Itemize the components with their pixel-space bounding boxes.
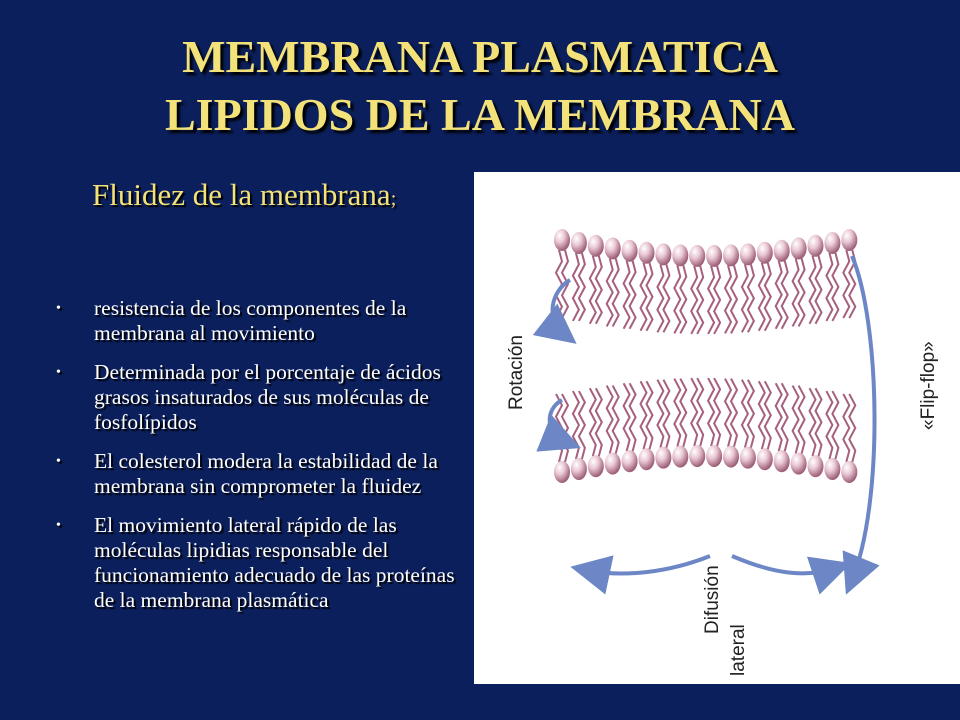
phospholipid xyxy=(622,383,638,472)
fatty-acid-tail xyxy=(725,265,731,333)
bullet-text: El colesterol modera la estabilidad de la membrana sin comprometer la fluidez xyxy=(94,449,438,498)
fatty-acid-tail xyxy=(657,380,663,448)
fatty-acid-tail xyxy=(776,261,782,329)
lipid-head xyxy=(571,232,587,254)
lipid-head xyxy=(554,461,570,483)
lipid-head xyxy=(588,235,604,257)
bullet-dot-icon: • xyxy=(56,454,61,469)
phospholipid xyxy=(808,235,824,324)
lipid-head xyxy=(774,240,790,262)
fatty-acid-tail xyxy=(657,264,663,332)
phospholipid xyxy=(672,244,688,333)
lipid-head xyxy=(588,455,604,477)
lipid-head xyxy=(791,453,807,475)
fatty-acid-tail xyxy=(759,263,765,331)
lipid-head xyxy=(655,447,671,469)
lipid-head xyxy=(689,445,705,467)
title-line-2: LIPIDOS DE LA MEMBRANA xyxy=(164,89,795,140)
phospholipid xyxy=(689,378,705,467)
bullet-item xyxy=(56,449,476,499)
flip-flop-label: «Flip-flop» xyxy=(918,341,939,430)
lipid-head xyxy=(605,453,621,475)
lipid-head xyxy=(622,240,638,262)
phospholipid xyxy=(639,381,655,470)
phospholipid xyxy=(605,237,621,326)
phospholipid xyxy=(588,388,604,477)
fatty-acid-tail xyxy=(708,378,714,446)
lipid-head xyxy=(672,244,688,266)
subheading xyxy=(92,176,422,218)
phospholipid xyxy=(757,381,773,470)
fatty-acid-tail xyxy=(573,391,579,459)
phospholipid xyxy=(605,386,621,475)
phospholipid xyxy=(791,237,807,326)
fatty-acid-tail xyxy=(826,253,832,321)
lipid-head xyxy=(655,243,671,265)
phospholipid xyxy=(706,245,722,334)
fatty-acid-tail xyxy=(691,378,697,446)
bullet-item xyxy=(56,513,476,613)
phospholipid xyxy=(672,379,688,468)
phospholipid xyxy=(588,235,604,324)
lateral-arrow-right-icon xyxy=(732,556,836,573)
phospholipid xyxy=(757,242,773,331)
fatty-acid-tail xyxy=(742,380,748,448)
lipid-head xyxy=(808,235,824,257)
lipid-head xyxy=(723,446,739,468)
fatty-acid-tail xyxy=(793,258,799,326)
lipid-head xyxy=(740,243,756,265)
lipid-head xyxy=(706,245,722,267)
fatty-acid-tail xyxy=(624,383,630,451)
membrane-diagram xyxy=(474,172,960,684)
fatty-acid-tail xyxy=(641,263,647,331)
title-line-1: MEMBRANA PLASMATICA xyxy=(182,31,778,82)
fatty-acid-tail xyxy=(590,256,596,324)
phospholipid xyxy=(841,394,857,483)
bullet-dot-icon: • xyxy=(56,365,61,380)
lipid-head xyxy=(808,455,824,477)
phospholipid xyxy=(723,379,739,468)
fatty-acid-tail xyxy=(793,386,799,454)
lipid-head xyxy=(571,458,587,480)
lipid-head xyxy=(639,242,655,264)
lipid-head xyxy=(554,229,570,251)
lipid-head xyxy=(757,448,773,470)
bullet-text: resistencia de los componentes de la membrana al movimiento xyxy=(94,296,407,345)
phospholipid xyxy=(740,380,756,469)
phospholipid xyxy=(706,378,722,467)
phospholipid xyxy=(824,391,840,480)
phospholipid xyxy=(622,240,638,329)
phospholipid xyxy=(824,232,840,321)
fatty-acid-tail xyxy=(607,258,613,326)
lipid-head xyxy=(605,237,621,259)
fatty-acid-tail xyxy=(843,250,849,318)
phospholipid xyxy=(571,232,587,321)
fatty-acid-tail xyxy=(708,266,714,334)
rotation-label: Rotación xyxy=(506,335,527,410)
bullet-text: El movimiento lateral rápido de las moléculas lipidias responsable del funcionamiento adecuado de las proteínas de la membrana plasmática xyxy=(94,513,455,612)
fatty-acid-tail xyxy=(573,253,579,321)
fatty-acid-tail xyxy=(810,388,816,456)
bullet-list xyxy=(56,296,476,627)
phospholipid xyxy=(571,391,587,480)
bullet-dot-icon: • xyxy=(56,301,61,316)
fatty-acid-tail xyxy=(556,250,562,318)
subheading-text: Fluidez de la membrana xyxy=(92,177,391,212)
membrane-figure xyxy=(474,172,960,684)
lipid-bilayer xyxy=(554,229,857,483)
fatty-acid-tail xyxy=(826,391,832,459)
fatty-acid-tail xyxy=(641,381,647,449)
phospholipid xyxy=(791,386,807,475)
lipid-head xyxy=(841,229,857,251)
lipid-head xyxy=(740,447,756,469)
fatty-acid-tail xyxy=(776,383,782,451)
lipid-head xyxy=(706,445,722,467)
lipid-head xyxy=(791,237,807,259)
subheading-suffix: ; xyxy=(390,188,397,210)
phospholipid xyxy=(639,242,655,331)
phospholipid xyxy=(655,243,671,332)
phospholipid xyxy=(808,388,824,477)
lipid-head xyxy=(824,232,840,254)
fatty-acid-tail xyxy=(624,261,630,329)
lipid-head xyxy=(639,448,655,470)
diffusion-label-line-2: lateral xyxy=(728,624,749,676)
lipid-head xyxy=(689,245,705,267)
fatty-acid-tail xyxy=(759,381,765,449)
fatty-acid-tail xyxy=(810,256,816,324)
fatty-acid-tail xyxy=(674,379,680,447)
fatty-acid-tail xyxy=(674,265,680,333)
phospholipid xyxy=(723,244,739,333)
flip-flop-arrow-icon xyxy=(852,256,875,580)
fatty-acid-tail xyxy=(742,264,748,332)
phospholipid xyxy=(774,240,790,329)
lateral-arrow-left-icon xyxy=(586,556,710,574)
phospholipid xyxy=(841,229,857,318)
lipid-head xyxy=(672,446,688,468)
lipid-head xyxy=(723,244,739,266)
phospholipid xyxy=(740,243,756,332)
lipid-head xyxy=(757,242,773,264)
fatty-acid-tail xyxy=(843,394,849,462)
bullet-text: Determinada por el porcentaje de ácidos grasos insaturados de sus moléculas de fosfolípidos xyxy=(94,360,441,434)
fatty-acid-tail xyxy=(590,388,596,456)
bullet-item xyxy=(56,360,476,435)
diffusion-label-line-1: Difusión xyxy=(702,565,723,634)
lipid-head xyxy=(841,461,857,483)
fatty-acid-tail xyxy=(691,266,697,334)
bullet-dot-icon: • xyxy=(56,518,61,533)
phospholipid xyxy=(689,245,705,334)
lipid-head xyxy=(824,458,840,480)
slide-title xyxy=(0,28,960,144)
bullet-item xyxy=(56,296,476,346)
lipid-head xyxy=(774,450,790,472)
fatty-acid-tail xyxy=(607,386,613,454)
phospholipid xyxy=(554,229,570,318)
fatty-acid-tail xyxy=(725,379,731,447)
phospholipid xyxy=(774,383,790,472)
phospholipid xyxy=(655,380,671,469)
lipid-head xyxy=(622,450,638,472)
